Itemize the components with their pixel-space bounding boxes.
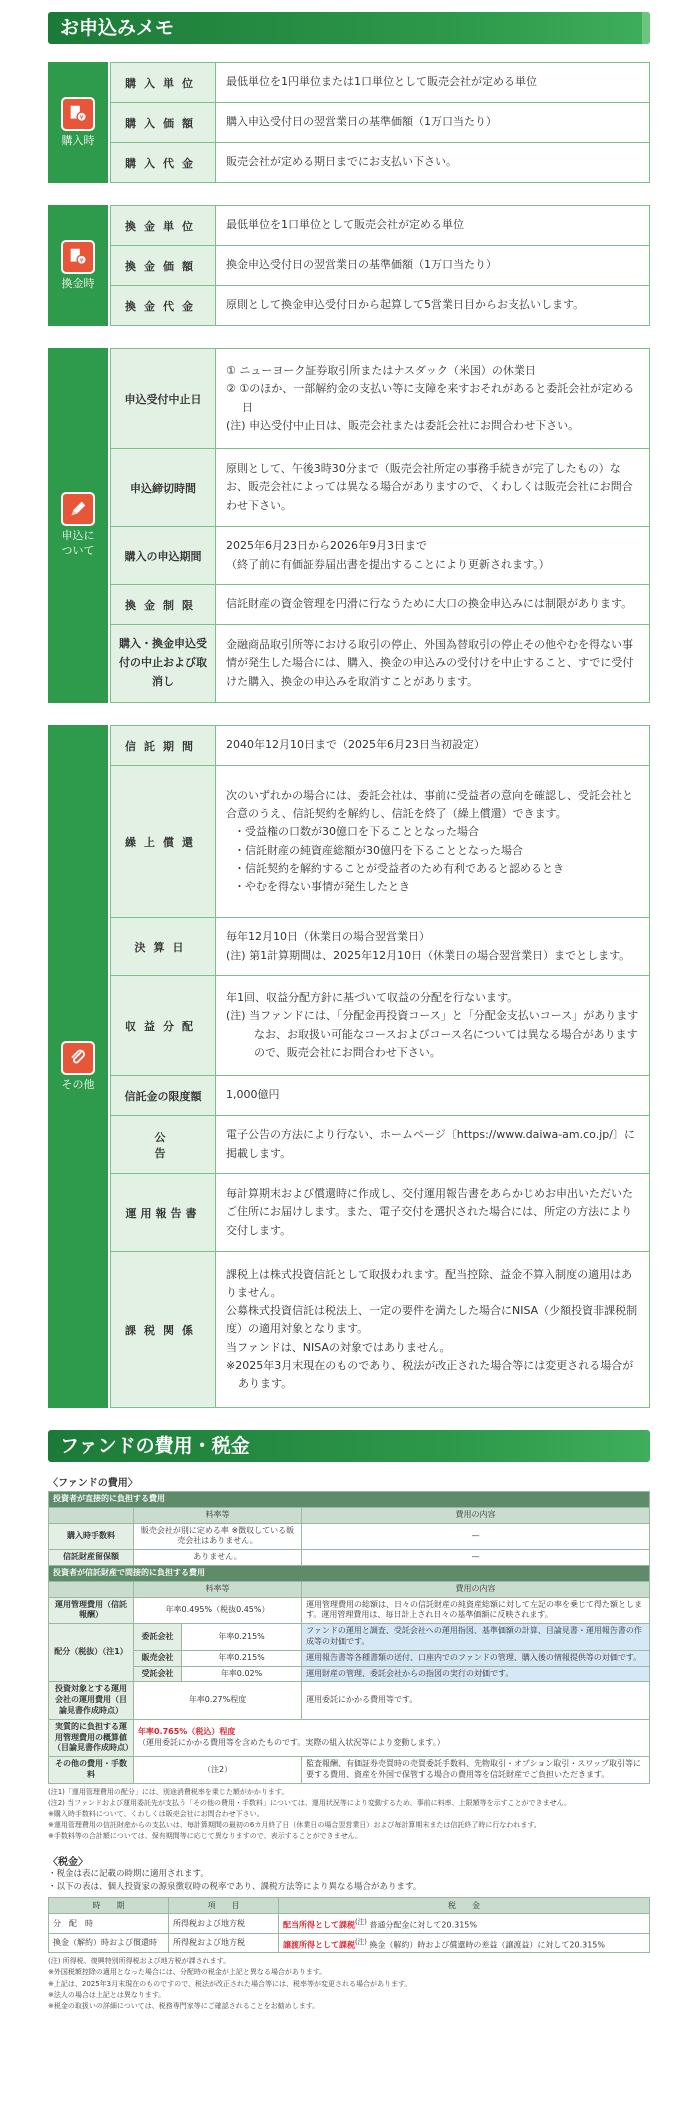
text-line: 2040年12月10日まで（2025年6月23日当初設定） bbox=[226, 738, 485, 752]
header-rate: 料率等 bbox=[134, 1507, 302, 1523]
real-fee-content: （運用委託にかかる費用等を含めたものです。実際の組入状況等により変動します。） bbox=[138, 1737, 445, 1747]
alloc-rate: 年率0.02% bbox=[182, 1666, 302, 1682]
redemption-row-value: 最低単位を1口単位として販売会社が定める単位 bbox=[216, 206, 650, 246]
redemption-side bbox=[48, 205, 110, 326]
other-side-label: その他 bbox=[61, 1077, 95, 1091]
note-line: (注2) 当ファンドおよび運用委託先が支払う「その他の費用・手数料」については、運用状況等により変動するため、事前に料率、上限額等を示すことができません。 bbox=[48, 1798, 571, 1807]
note-line: (注) 所得税、復興特別所得税および地方税が課されます。 bbox=[48, 1957, 231, 1966]
application-row-value bbox=[216, 625, 650, 703]
redemption-side-label: 換金時 bbox=[61, 276, 95, 290]
application-row-label: 購入・換金申込受付の中止および取消し bbox=[111, 625, 216, 703]
text-line: 金融商品取引所等における取引の停止、外国為替取引の停止その他やむを得ない事情が発生した場合には、購入、換金の申込みの受付けを中止すること、すでに受付けた購入、換金の申込みを取消すことがあります。 bbox=[226, 638, 634, 688]
text-line: ・受益権の口数が30億口を下ることとなった場合 bbox=[234, 825, 479, 839]
note-line: ※法人の場合は上記とは異なります。 bbox=[48, 1990, 166, 1999]
purchase-row-value: 最低単位を1円単位または1口単位として販売会社が定める単位 bbox=[216, 63, 650, 103]
header-content: 費用の内容 bbox=[302, 1507, 650, 1523]
tax-header-item: 項 目 bbox=[169, 1897, 279, 1913]
tax-table bbox=[48, 1897, 650, 1953]
alloc-content: 運用報告書等各種書類の送付、口座内でのファンドの管理、購入後の情報提供等の対価です。 bbox=[302, 1650, 650, 1666]
text-line: 電子公告の方法により行ない、ホームページ〔https://www.daiwa-am.co.jp/〕に掲載します。 bbox=[226, 1128, 635, 1160]
application-row-value bbox=[216, 349, 650, 449]
text-line: 毎年12月10日（休業日の場合翌営業日） bbox=[226, 930, 430, 944]
alloc-content: 運用財産の管理、委託会社からの指図の実行の対価です。 bbox=[302, 1666, 650, 1682]
purchase-row-value: 販売会社が定める期日までにお支払い下さい。 bbox=[216, 143, 650, 183]
tax-note-mark: (注) bbox=[355, 1937, 367, 1946]
purchase-row-label: 購入単位 bbox=[111, 63, 216, 103]
tax-cell bbox=[279, 1933, 650, 1953]
mgmt-fee-label: 運用管理費用（信託報酬） bbox=[49, 1597, 134, 1624]
note-line: ※税金の取扱いの詳細については、税務専門家等にご確認されることをお勧めします。 bbox=[48, 2001, 320, 2010]
purchase-fee-content: — bbox=[302, 1523, 650, 1550]
fees-notes bbox=[48, 1787, 650, 1843]
text-line: 原則として、午後3時30分まで（販売会社所定の事務手続きが完了したもの）なお、販売会社によっては異なる場合がありますので、くわしくは販売会社にお問合わせ下さい。 bbox=[226, 462, 633, 512]
application-row-label: 申込締切時間 bbox=[111, 449, 216, 527]
text-line: 課税上は株式投資信託として取扱われます。配当控除、益金不算入制度の適用はありません。 bbox=[226, 1268, 633, 1300]
text-line: （終了前に有価証券届出書を提出することにより更新されます。） bbox=[226, 557, 550, 571]
purchase-row-label: 購入代金 bbox=[111, 143, 216, 183]
retention-label: 信託財産留保額 bbox=[49, 1550, 134, 1566]
other-row-value bbox=[216, 918, 650, 976]
application-row-value bbox=[216, 449, 650, 527]
other-fee-rate: （注2） bbox=[134, 1757, 302, 1784]
application-row-value bbox=[216, 585, 650, 625]
redemption-section bbox=[48, 205, 650, 326]
other-row-label: 繰上償還 bbox=[111, 766, 216, 918]
note-line: ※外国税額控除の適用となった場合には、分配時の税金が上記と異なる場合があります。 bbox=[48, 1968, 327, 1977]
purchase-row-value: 購入申込受付日の翌営業日の基準価額（1万口当たり） bbox=[216, 103, 650, 143]
mgmt-fee-rate: 年率0.495%（税抜0.45%） bbox=[134, 1597, 302, 1624]
text-line: 年1回、収益分配方針に基づいて収益の分配を行ないます。 bbox=[226, 991, 519, 1005]
fees-subtitle: 〈ファンドの費用〉 bbox=[48, 1478, 138, 1489]
header-content: 費用の内容 bbox=[302, 1581, 650, 1597]
application-row-label: 購入の申込期間 bbox=[111, 527, 216, 585]
tax-cell bbox=[279, 1913, 650, 1933]
other-row-value bbox=[216, 1252, 650, 1408]
purchase-row-label: 購入価額 bbox=[111, 103, 216, 143]
purchase-table bbox=[110, 62, 650, 183]
other-table bbox=[110, 725, 650, 1408]
purchase-side bbox=[48, 62, 110, 183]
text-line: (注) 当ファンドには、「分配金再投資コース」と「分配金支払いコース」がありますなお、お取扱い可能なコースおよびコース名については異なる場合がありますので、販売会社にお問合わせ下さい。 bbox=[226, 1009, 639, 1059]
other-fee-label: その他の費用・手数料 bbox=[49, 1757, 134, 1784]
pen-icon bbox=[61, 492, 95, 526]
application-side-label-2: ついて bbox=[61, 544, 95, 557]
text-line: 1,000億円 bbox=[226, 1088, 280, 1102]
text-line: ※2025年3月末現在のものであり、税法が改正された場合等には変更される場合があります。 bbox=[226, 1358, 634, 1390]
tax-type: 配当所得として課税 bbox=[283, 1920, 355, 1930]
other-row-value bbox=[216, 976, 650, 1076]
other-row-label: 課税関係 bbox=[111, 1252, 216, 1408]
alloc-name: 受託会社 bbox=[134, 1666, 182, 1682]
other-row-label: 公告 bbox=[111, 1116, 216, 1174]
application-row-value bbox=[216, 527, 650, 585]
memo-header bbox=[48, 12, 650, 44]
other-row-label: 収益分配 bbox=[111, 976, 216, 1076]
header-blank bbox=[49, 1507, 134, 1523]
tax-notes bbox=[48, 1956, 650, 2012]
tax-item: 所得税および地方税 bbox=[169, 1913, 279, 1933]
purchase-fee-rate: 販売会社が別に定める率 ※徴収している販売会社はありません。 bbox=[134, 1523, 302, 1550]
redemption-table bbox=[110, 205, 650, 326]
retention-rate: ありません。 bbox=[134, 1550, 302, 1566]
fees-title: ファンドの費用・税金 bbox=[48, 1430, 650, 1462]
application-row-label: 換金制限 bbox=[111, 585, 216, 625]
redemption-row-label: 換金単位 bbox=[111, 206, 216, 246]
tax-type: 譲渡所得として課税 bbox=[283, 1940, 355, 1950]
text-line: 当ファンドは、NISAの対象ではありません。 bbox=[226, 1340, 451, 1354]
tax-title: 〈税金〉 bbox=[48, 1856, 88, 1868]
mgmt-fee-content: 運用管理費用の総額は、日々の信託財産の純資産総額に対して左記の率を乗じて得た額とします。運用管理費用は、毎日計上され日々の基準価額に反映されます。 bbox=[302, 1597, 650, 1624]
text-line: ① ニューヨーク証券取引所またはナスダック（米国）の休業日 bbox=[226, 364, 536, 378]
text-line: 次のいずれかの場合には、委託会社は、事前に受益者の意向を確認し、受託会社と合意のうえ、信託契約を解約し、信託を終了（繰上償還）できます。 bbox=[226, 789, 633, 821]
redemption-row-label: 換金代金 bbox=[111, 286, 216, 326]
redemption-row-label: 換金価額 bbox=[111, 246, 216, 286]
text-line: 信託財産の資金管理を円滑に行なうために大口の換金申込みには制限があります。 bbox=[226, 597, 633, 611]
header-blank bbox=[49, 1581, 134, 1597]
fees-table bbox=[48, 1491, 650, 1784]
header-rate: 料率等 bbox=[134, 1581, 302, 1597]
note-line: ※購入時手数料について、くわしくは販売会社にお問合わせ下さい。 bbox=[48, 1810, 264, 1819]
note-line: ※手数料等の合計額については、保有期間等に応じて異なりますので、表示することができません。 bbox=[48, 1832, 363, 1841]
paperclip-icon bbox=[61, 1041, 95, 1075]
real-fee-rate: 年率0.765%（税込）程度 bbox=[138, 1727, 236, 1737]
other-row-label: 信託金の限度額 bbox=[111, 1076, 216, 1116]
text-line: 公募株式投資信託は税法上、一定の要件を満たした場合にNISA（少額投資非課税制度）の適用対象となります。 bbox=[226, 1304, 638, 1336]
investee-fee-content: 運用委託にかかる費用等です。 bbox=[302, 1682, 650, 1719]
application-side bbox=[48, 348, 110, 703]
text-line: ・信託契約を解約することが受益者のため有利であると認めるとき bbox=[234, 861, 564, 875]
application-section bbox=[48, 348, 650, 703]
other-side bbox=[48, 725, 110, 1408]
tax-note-mark: (注) bbox=[355, 1917, 367, 1926]
real-fee-label: 実質的に負担する運用管理費用の概算値（目論見書作成時点） bbox=[49, 1719, 134, 1756]
other-section bbox=[48, 725, 650, 1408]
redemption-row-value: 原則として換金申込受付日から起算して5営業日目からお支払いします。 bbox=[216, 286, 650, 326]
direct-cost-category: 投資者が直接的に負担する費用 bbox=[49, 1492, 650, 1508]
application-side-label-1: 申込に bbox=[61, 529, 95, 543]
note-line: (注1)「運用管理費用の配分」には、別途消費税率を乗じた額がかかります。 bbox=[48, 1787, 289, 1796]
investee-fee-rate: 年率0.27%程度 bbox=[134, 1682, 302, 1719]
alloc-rate: 年率0.215% bbox=[182, 1650, 302, 1666]
tax-item: 所得税および地方税 bbox=[169, 1933, 279, 1953]
svg-text:¥: ¥ bbox=[79, 256, 84, 265]
text-line: ・信託財産の純資産総額が30億円を下ることとなった場合 bbox=[234, 843, 523, 857]
text-line: ② ①のほか、一部解約金の支払い等に支障を来すおそれがあると委託会社が定める日 bbox=[226, 382, 635, 414]
other-row-value bbox=[216, 1174, 650, 1252]
text-line: 毎計算期末および償還時に作成し、交付運用報告書をあらかじめお申出いただいたご住所にお届けします。また、電子交付を選択された場合には、所定の方法により交付します。 bbox=[226, 1187, 633, 1237]
text-line: (注) 申込受付中止日は、販売会社または委託会社にお問合わせ下さい。 bbox=[226, 418, 580, 432]
purchase-section bbox=[48, 62, 650, 183]
tax-header-tax: 税 金 bbox=[279, 1897, 650, 1913]
other-row-label: 信託期間 bbox=[111, 726, 216, 766]
note-line: ※上記は、2025年3月末現在のものですので、税法が改正された場合等には、税率等が変更される場合があります。 bbox=[48, 1979, 412, 1988]
redemption-row-value: 換金申込受付日の翌営業日の基準価額（1万口当たり） bbox=[216, 246, 650, 286]
alloc-content: ファンドの運用と調査、受託会社への運用指図、基準価額の計算、目論見書・運用報告書の作成等の対価です。 bbox=[302, 1624, 650, 1651]
tax-time: 換金（解約）時および償還時 bbox=[49, 1933, 169, 1953]
text-line: 2025年6月23日から2026年9月3日まで bbox=[226, 539, 427, 553]
other-row-label: 決算日 bbox=[111, 918, 216, 976]
tax-header-time: 時 期 bbox=[49, 1897, 169, 1913]
alloc-rate: 年率0.215% bbox=[182, 1624, 302, 1651]
alloc-name: 販売会社 bbox=[134, 1650, 182, 1666]
purchase-side-label: 購入時 bbox=[61, 133, 95, 147]
indirect-cost-category: 投資者が信託財産で間接的に負担する費用 bbox=[49, 1565, 650, 1581]
other-fee-content: 監査報酬、有価証券売買時の売買委託手数料、先物取引・オプション取引・スワップ取引等に要する費用、資産を外国で保管する場合の費用等を信託財産でご負担いただきます。 bbox=[302, 1757, 650, 1784]
tax-time: 分 配 時 bbox=[49, 1913, 169, 1933]
text-line: (注) 第1計算期間は、2025年12月10日（休業日の場合翌営業日）までとします。 bbox=[226, 948, 631, 962]
real-fee-cell bbox=[134, 1719, 650, 1756]
alloc-label: 配分（税抜）（注1） bbox=[49, 1624, 134, 1682]
application-row-label: 申込受付中止日 bbox=[111, 349, 216, 449]
tax-desc: 換金（解約）時および償還時の差益（譲渡益）に対して20.315% bbox=[369, 1940, 605, 1950]
alloc-name: 委託会社 bbox=[134, 1624, 182, 1651]
other-row-value bbox=[216, 766, 650, 918]
other-row-value bbox=[216, 1116, 650, 1174]
other-row-value bbox=[216, 726, 650, 766]
text-line: ・やむを得ない事情が発生したとき bbox=[234, 879, 410, 893]
redemption-icon bbox=[61, 240, 95, 274]
purchase-fee-label: 購入時手数料 bbox=[49, 1523, 134, 1550]
memo-title: お申込みメモ bbox=[48, 12, 650, 44]
note-line: ※運用管理費用の信託財産からの支払いは、毎計算期間の最初の6カ月終了日（休業日の場合翌営業日）および毎計算期末または信託終了時に行なわれます。 bbox=[48, 1821, 541, 1830]
tax-bullet: ・税金は表に記載の時期に適用されます。 bbox=[48, 1868, 209, 1879]
svg-text:¥: ¥ bbox=[79, 113, 84, 122]
investee-fee-label: 投資対象とする運用会社の運用費用（目論見書作成時点） bbox=[49, 1682, 134, 1719]
other-row-label: 運用報告書 bbox=[111, 1174, 216, 1252]
other-row-value bbox=[216, 1076, 650, 1116]
tax-desc: 普通分配金に対して20.315% bbox=[369, 1920, 477, 1930]
tax-bullets bbox=[48, 1868, 650, 1895]
retention-content: — bbox=[302, 1550, 650, 1566]
tax-bullet: ・以下の表は、個人投資家の源泉徴収時の税率であり、課税方法等により異なる場合があります。 bbox=[48, 1882, 422, 1893]
application-table bbox=[110, 348, 650, 703]
purchase-icon bbox=[61, 97, 95, 131]
